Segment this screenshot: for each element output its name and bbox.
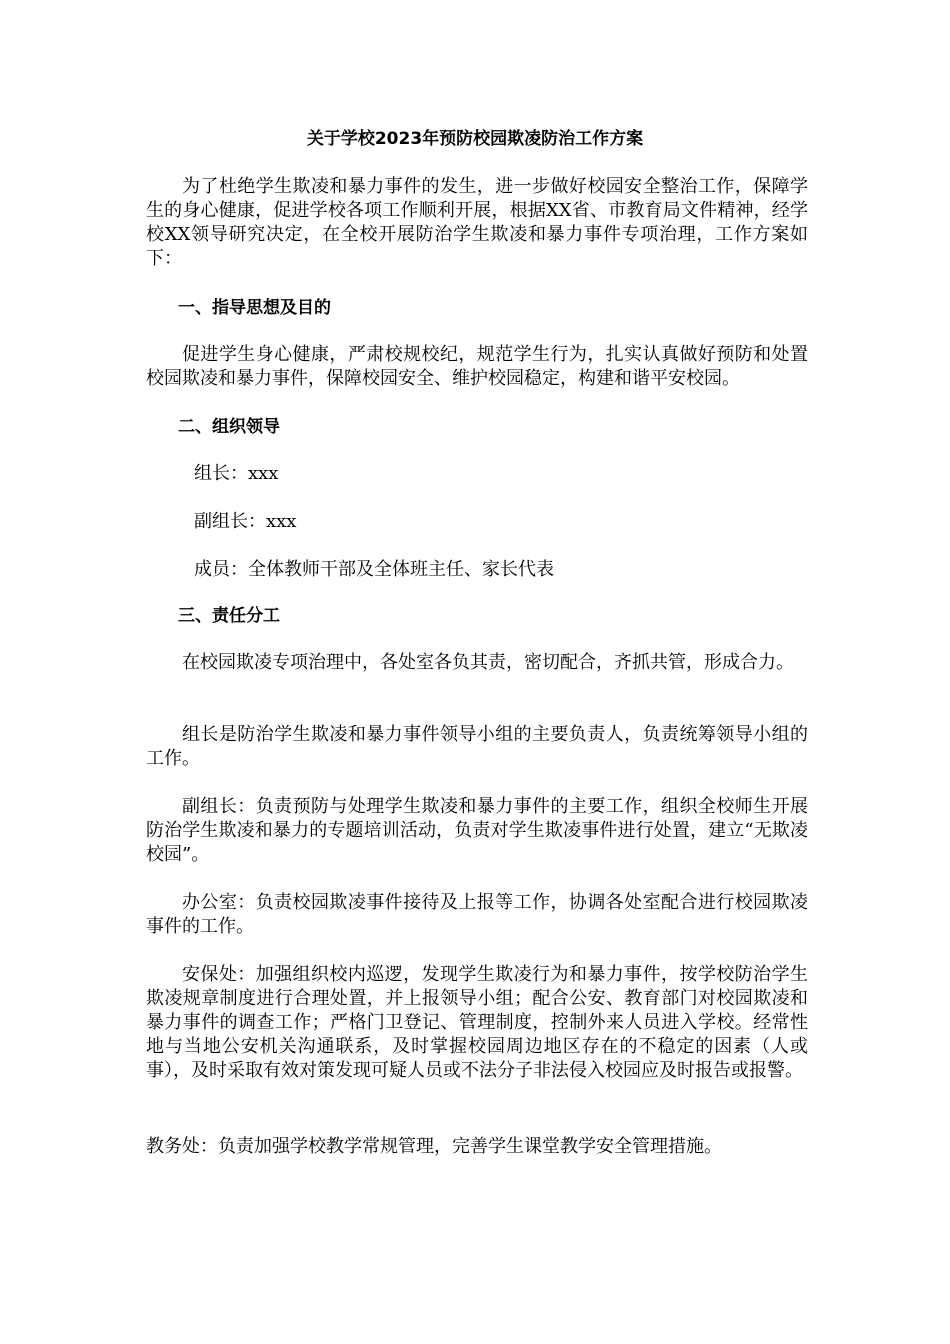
academic-affairs-paragraph: 教务处：负责加强学校教学常规管理，完善学生课堂教学安全管理措施。: [146, 1136, 722, 1157]
section-2-heading: 二、组织领导: [178, 417, 280, 437]
section-1-heading: 一、指导思想及目的: [178, 298, 331, 318]
deputy-duty-paragraph: 副组长：负责预防与处理学生欺凌和暴力事件的主要工作，组织全校师生开展防治学生欺凌和暴力的专题培训活动，负责对学生欺凌事件进行处置，建立“无欺凌校园”。: [146, 796, 808, 865]
duty-overview-paragraph: 在校园欺凌专项治理中，各处室各负其责，密切配合，齐抓共管，形成合力。: [182, 652, 794, 673]
leader-duty-paragraph: 组长是防治学生欺凌和暴力事件领导小组的主要负责人，负责统筹领导小组的工作。: [146, 724, 808, 769]
section-1-body: 促进学生身心健康，严肃校规校纪，规范学生行为，扎实认真做好预防和处置校园欺凌和暴力事件，保障校园安全、维护校园稳定，构建和谐平安校园。: [146, 344, 808, 389]
members-line: 成员：全体教师干部及全体班主任、家长代表: [194, 559, 554, 580]
intro-paragraph: 为了杜绝学生欺凌和暴力事件的发生，进一步做好校园安全整治工作，保障学生的身心健康，促进学校各项工作顺利开展，根据XX省、市教育局文件精神，经学校XX领导研究决定，在全校开展防治学生欺凌和暴力事件专项治理，工作方案如下：: [146, 176, 808, 269]
section-3-heading: 三、责任分工: [178, 606, 280, 626]
security-duty-paragraph: 安保处：加强组织校内巡逻，发现学生欺凌行为和暴力事件，按学校防治学生欺凌规章制度进行合理处置，并上报领导小组；配合公安、教育部门对校园欺凌和暴力事件的调查工作；严格门卫登记、管理制度，控制外来人员进入学校。经常性地与当地公安机关沟通联系，及时掌握校园周边地区存在的不稳定的因素（人或事），及时采取有效对策发现可疑人员或不法分子非法侵入校园应及时报告或报警。: [146, 964, 808, 1081]
document-title: 关于学校2023年预防校园欺凌防治工作方案: [306, 129, 644, 149]
leader-line: 组长：xxx: [194, 463, 279, 484]
office-duty-paragraph: 办公室：负责校园欺凌事件接待及上报等工作，协调各处室配合进行校园欺凌事件的工作。: [146, 892, 808, 937]
deputy-leader-line: 副组长：xxx: [194, 511, 297, 532]
